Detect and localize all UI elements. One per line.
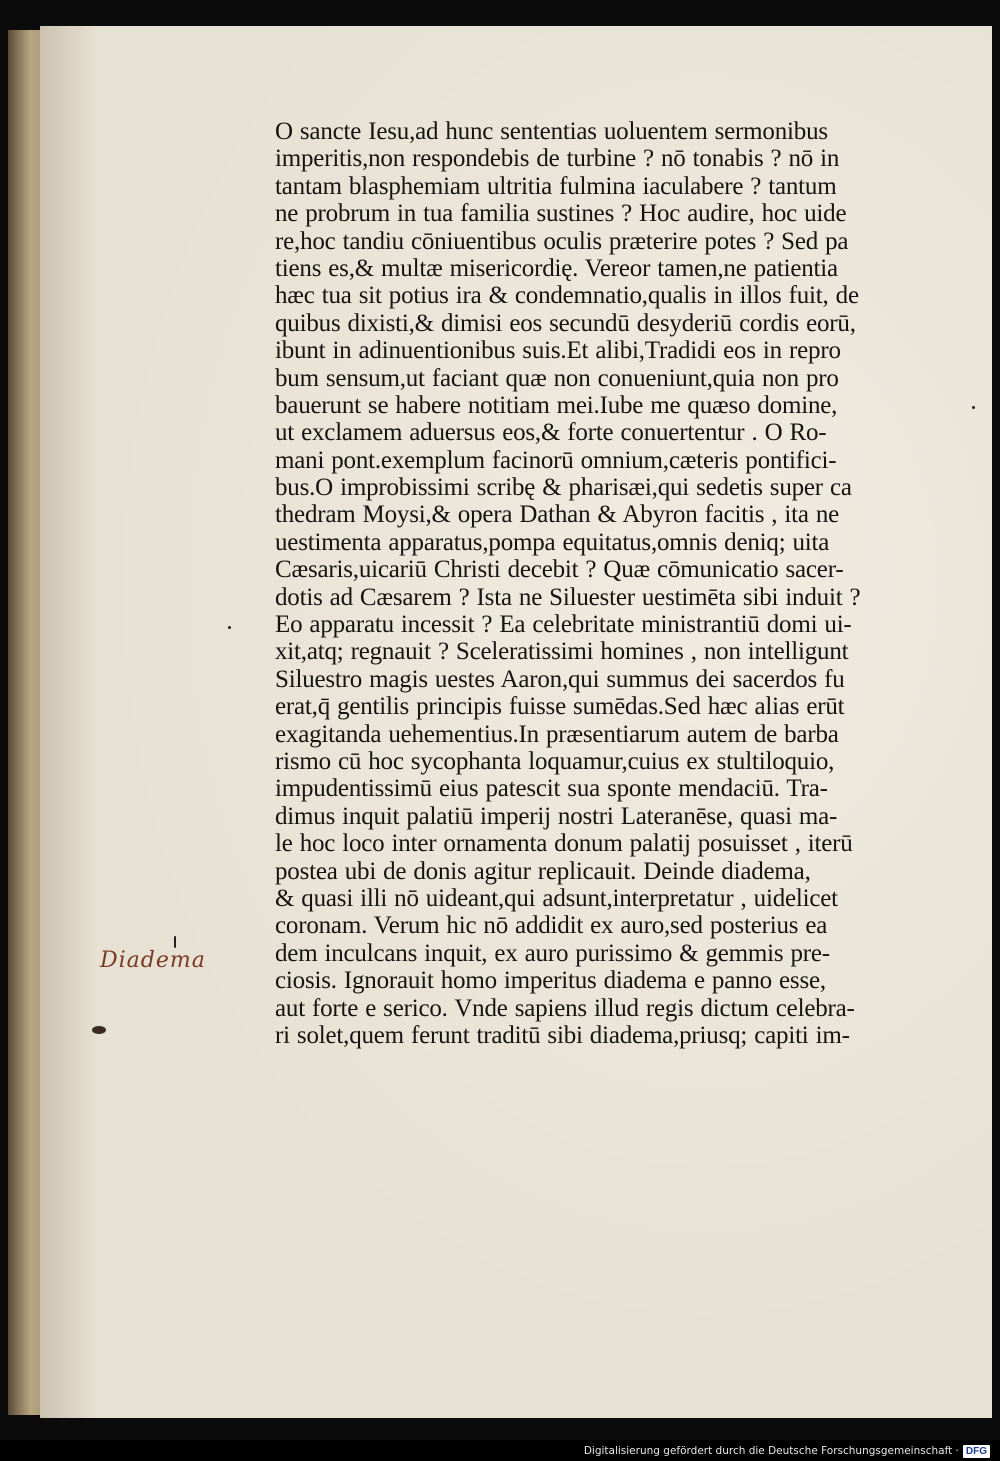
- text-line: ibunt in adinuentionibus suis.Et alibi,Tradidi eos in repro: [275, 337, 841, 365]
- text-line: coronam. Verum hic nō addidit ex auro,sed posterius ea: [275, 912, 828, 940]
- text-line: xit,atq; regnauit ? Sceleratissimi homines , non intelligunt: [275, 638, 849, 666]
- text-line: bum sensum,ut faciant quæ non conueniunt,quia non pro: [275, 364, 839, 392]
- credit-text: Digitalisierung gefördert durch die Deutsche Forschungsgemeinschaft ·: [583, 1445, 959, 1457]
- text-line: Siluestro magis uestes Aaron,qui summus dei sacerdos fu: [275, 665, 845, 693]
- text-line: Eo apparatu incessit ? Ea celebritate ministrantiū domi ui-: [275, 611, 852, 639]
- ink-blot-mark: [92, 1026, 106, 1034]
- text-line: tiens es,& multæ misericordię. Vereor tamen,ne patientia: [275, 254, 838, 282]
- text-line: imperitis,non respondebis de turbine ? nō tonabis ? nō in: [275, 145, 840, 173]
- text-line: thedram Moysi,& opera Dathan & Abyron facitis , ita ne: [275, 501, 840, 529]
- text-line: ciosis. Ignorauit homo imperitus diadema e panno esse,: [275, 967, 826, 995]
- text-line: ri solet,quem ferunt traditū sibi diadema,priusq; capiti im-: [275, 1021, 850, 1049]
- text-line: bus.O improbissimi scribę & pharisæi,qui sedetis super ca: [275, 474, 852, 502]
- marginal-note: Diadema: [100, 948, 206, 973]
- text-line: impudentissimū eius patescit sua sponte mendaciū. Tra-: [275, 775, 828, 803]
- text-line: dem inculcans inquit, ex auro purissimo & gemmis pre-: [275, 939, 830, 967]
- text-line: ut exclamem aduersus eos,& forte conuertentur . O Ro-: [275, 419, 827, 447]
- text-line: uestimenta apparatus,pompa equitatus,omnis deniq; uita: [275, 528, 830, 556]
- text-line: re,hoc tandiu cōniuentibus oculis præterire potes ? Sed pa: [275, 227, 849, 255]
- text-line: mani pont.exemplum facinorū omnium,cæteris pontifici-: [275, 446, 837, 474]
- dfg-logo: DFG: [963, 1445, 990, 1458]
- text-line: tantam blasphemiam ultritia fulmina iaculabere ? tantum: [275, 172, 837, 200]
- text-line: rismo cū hoc sycophanta loquamur,cuius ex stultiloquio,: [275, 747, 835, 775]
- body-text: [275, 118, 955, 1049]
- stray-ink-dot: [228, 626, 231, 629]
- text-line: dimus inquit palatiū imperij nostri Lateranēse, quasi ma-: [275, 802, 838, 830]
- text-line: Cæsaris,uicariū Christi decebit ? Quæ cōmunicatio sacer-: [275, 556, 844, 584]
- stray-ink-dot: [174, 936, 176, 948]
- stray-ink-dot: [972, 406, 975, 409]
- text-line: postea ubi de donis agitur replicauit. Deinde diadema,: [275, 857, 811, 885]
- text-line: exagitanda uehementius.In præsentiarum autem de barba: [275, 720, 839, 748]
- text-line: le hoc loco inter ornamenta donum palatij posuisset , iterū: [275, 830, 853, 858]
- text-line: quibus dixisti,& dimisi eos secundū desyderiū cordis eorū,: [275, 309, 856, 337]
- text-line: dotis ad Cæsarem ? Ista ne Siluester uestimēta sibi induit ?: [275, 583, 861, 611]
- book-page: [40, 26, 992, 1418]
- text-line: hæc tua sit potius ira & condemnatio,qualis in illos fuit, de: [275, 282, 859, 310]
- text-line: aut forte e serico. Vnde sapiens illud regis dictum celebra-: [275, 994, 855, 1022]
- text-line: O sancte Iesu,ad hunc sententias uoluentem sermonibus: [275, 118, 828, 145]
- text-line: & quasi illi nō uideant,qui adsunt,interpretatur , uidelicet: [275, 884, 838, 912]
- text-line: ne probrum in tua familia sustines ? Hoc audire, hoc uide: [275, 200, 847, 228]
- text-line: erat,q̄ gentilis principis fuisse sumēdas.Sed hæc alias erūt: [275, 693, 845, 721]
- digitization-credit: [584, 1443, 990, 1459]
- text-line: bauerunt se habere notitiam mei.Iube me quæso domine,: [275, 391, 838, 419]
